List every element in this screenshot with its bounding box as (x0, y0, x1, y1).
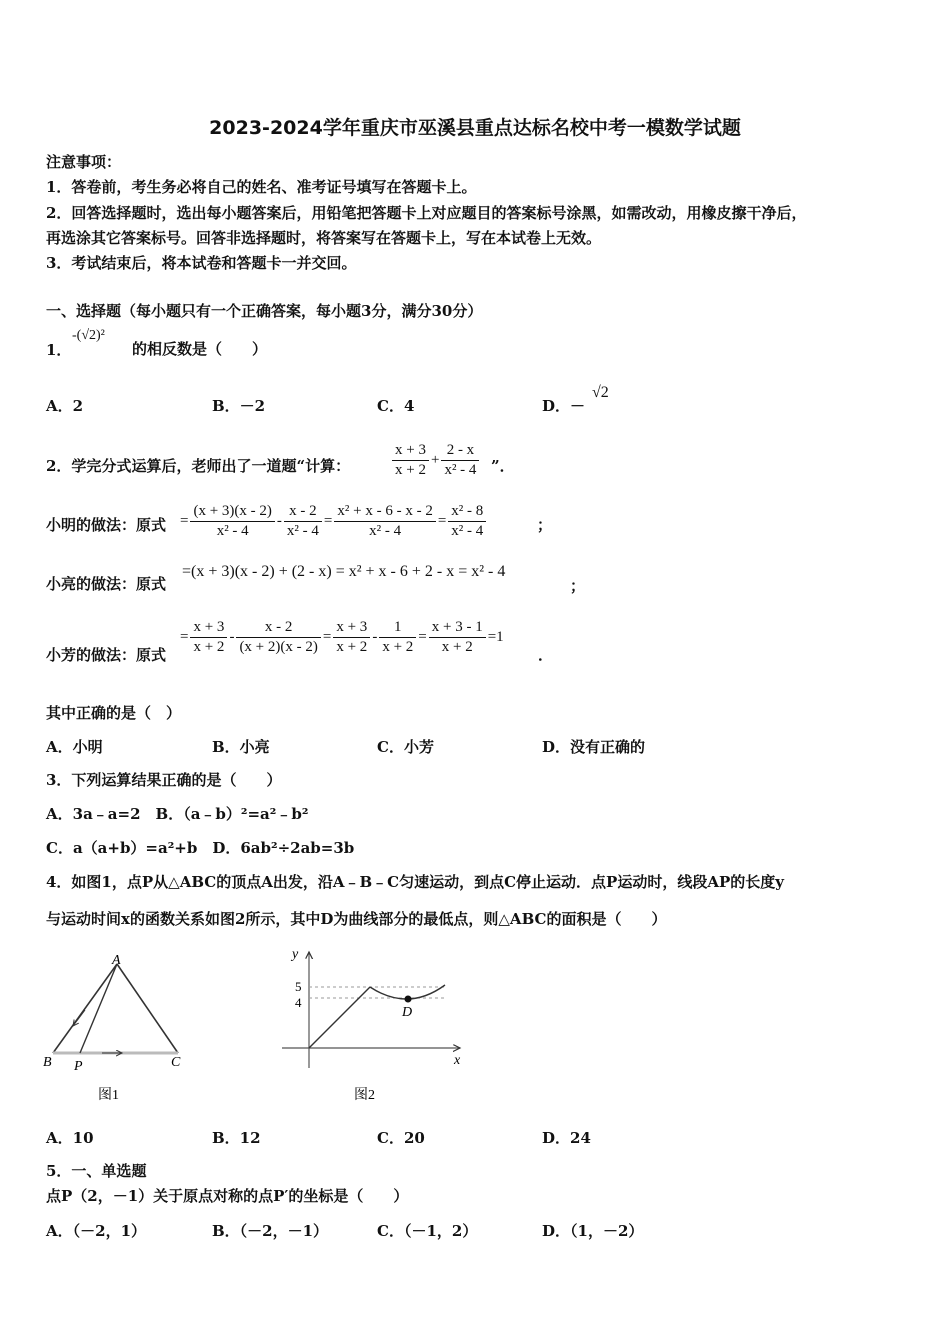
q1-option-a: A．2 (46, 397, 84, 415)
notice-heading: 注意事项： (46, 153, 122, 171)
q4-option-a: A．10 (46, 1129, 94, 1147)
q5-option-c: C．（－1，2） (377, 1222, 478, 1240)
label-a: A (112, 953, 121, 968)
q1-text: 的相反数是（ ） (132, 340, 268, 358)
xf-end: ． (538, 646, 554, 664)
q2-stem-start: 2．学完分式运算后，老师出了一道题“计算： (46, 457, 351, 475)
xm-expression: = $\frac{(x + 3)(x - 2)}{\text{x² - 4}}$ - $\frac{x - 2}{\text{x² - 4}}$ = $\frac{\text{x² + x - 6 - x - 2}}{\text{x² - 4}}$ = $\frac{\text{x² - 8}}{\text{x² - 4}}$ (180, 502, 488, 541)
q1-option-c: C．4 (377, 397, 415, 415)
q2-option-c: C．小芳 (377, 738, 434, 756)
label-x: x (454, 1053, 461, 1068)
notice-item: 再选涂其它答案标号。回答非选择题时，将答案写在答题卡上，写在本试卷上无效。 (46, 229, 602, 247)
xf-label: 小芳的做法：原式 (46, 646, 167, 664)
figure-2-caption: 图2 (354, 1088, 375, 1103)
q1-option-d-root: √2 (592, 384, 609, 401)
xl-end: ； (570, 577, 586, 595)
notice-item: 3．考试结束后，将本试卷和答题卡一并交回。 (46, 254, 357, 272)
xl-label: 小亮的做法：原式 (46, 575, 167, 593)
q1-option-d: D．－ (542, 397, 586, 415)
label-d: D (402, 1005, 413, 1020)
xm-label: 小明的做法：原式 (46, 516, 167, 534)
q3-options-line1: A．3a﹣a=2 B．（a﹣b）²=a²﹣b² (46, 805, 309, 823)
fraction: $\frac{x - 2}{\text{x² - 4}}$ (284, 502, 322, 541)
linear-part (309, 987, 370, 1048)
q2-option-d: D．没有正确的 (542, 738, 646, 756)
q5-option-a: A．（－2，1） (46, 1222, 147, 1240)
q5-option-d: D．（1，－2） (542, 1222, 644, 1240)
side-ac (117, 964, 178, 1053)
label-y: y (292, 947, 299, 962)
tick-5: 5 (295, 979, 302, 994)
q2-question: 其中正确的是（ ） (46, 704, 182, 722)
q2-option-a: A．小明 (46, 738, 103, 756)
q2-stem-end: ”． (491, 457, 515, 475)
q5-head: 5．一、单选题 (46, 1162, 147, 1180)
fraction: $\frac{(x + 3)(x - 2)}{\text{x² - 4}}$ (190, 502, 274, 541)
q1-option-b: B．－2 (212, 397, 266, 415)
notice-item: 1．答卷前，考生务必将自己的姓名、准考证号填写在答题卡上。 (46, 178, 477, 196)
point-d (405, 996, 412, 1003)
xl-expression: =(x + 3)(x - 2) + (2 - x) = x² + x - 6 + 2 - x = x² - 4 (182, 563, 506, 580)
fraction: $\frac{x + 3}{x + 2}$ (392, 441, 429, 480)
fraction: $\frac{x + 3}{x + 2}$ (190, 618, 227, 657)
q4-option-b: B．12 (212, 1129, 261, 1147)
fraction: $\frac{x - 2}{(x + 2)(x - 2)}$ (236, 618, 320, 657)
arrow-ab (73, 1010, 85, 1026)
fraction: $\frac{x + 3}{x + 2}$ (333, 618, 370, 657)
fraction: $\frac{\text{x² - 8}}{\text{x² - 4}}$ (448, 502, 486, 541)
q3-stem: 3．下列运算结果正确的是（ ） (46, 771, 282, 789)
notice-item: 2．回答选择题时，选出每小题答案后，用铅笔把答题卡上对应题目的答案标号涂黑，如需改动，用橡皮擦干净后， (46, 204, 807, 222)
xm-end: ； (537, 516, 553, 534)
label-b: B (43, 1055, 52, 1070)
figure-2-graph (280, 940, 480, 1110)
page-title: 2023-2024学年重庆市巫溪县重点达标名校中考一模数学试题 (209, 117, 741, 139)
q3-options-line2: C．a（a+b）=a²+b D．6ab²÷2ab=3b (46, 839, 355, 857)
q4-stem-line1: 4．如图1，点P从△ABC的顶点A出发，沿A﹣B﹣C匀速运动，到点C停止运动．点P运动时，线段AP的长度y (46, 873, 784, 891)
tick-4: 4 (295, 995, 302, 1010)
label-c: C (171, 1055, 181, 1070)
fraction: $\frac{2 - x}{\text{x² - 4}}$ (441, 441, 479, 480)
fraction: $\frac{x + 3 - 1}{x + 2}$ (429, 618, 486, 657)
q5-option-b: B．（－2，－1） (212, 1222, 329, 1240)
q2-stem-expression: $\frac{x + 3}{x + 2}$ + $\frac{2 - x}{\text{x² - 4}}$ (390, 441, 481, 480)
section-heading: 一、选择题（每小题只有一个正确答案，每小题3分，满分30分） (46, 302, 483, 320)
xf-expression: = $\frac{x + 3}{x + 2}$ - $\frac{x - 2}{(x + 2)(x - 2)}$ = $\frac{x + 3}{x + 2}$ - $\frac{1}{x + 2}$ = $\frac{x + 3 - 1}{x + 2}$ =1 (180, 619, 504, 655)
q2-option-b: B．小亮 (212, 738, 270, 756)
figure-1-triangle (40, 950, 200, 1110)
q4-stem-line2: 与运动时间x的函数关系如图2所示，其中D为曲线部分的最低点，则△ABC的面积是（ ） (46, 910, 667, 928)
fraction: $\frac{\text{x² + x - 6 - x - 2}}{\text{x² - 4}}$ (334, 502, 435, 541)
fraction: $\frac{1}{x + 2}$ (379, 618, 416, 657)
q1-expression: -(√2)² (72, 328, 105, 343)
q4-option-c: C．20 (377, 1129, 425, 1147)
q4-option-d: D．24 (542, 1129, 591, 1147)
q1-number: 1． (46, 341, 72, 359)
q5-stem: 点P（2，－1）关于原点对称的点P′的坐标是（ ） (46, 1187, 409, 1205)
label-p: P (74, 1059, 83, 1074)
figure-1-caption: 图1 (98, 1088, 119, 1103)
